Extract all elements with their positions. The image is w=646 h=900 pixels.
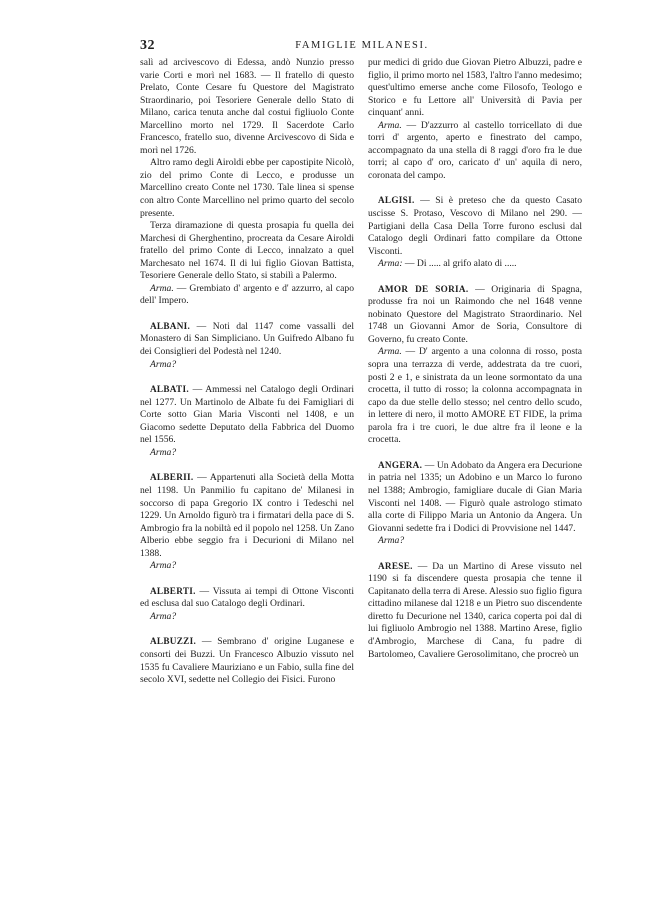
right-column <box>368 57 582 661</box>
family-name: ALBATI. <box>150 384 189 395</box>
paragraph: Altro ramo degli Airoldi ebbe per capostipite Nicolò, zio del primo Conte di Lecco, e produsse un Marcellino creato Conte nel 1730. Tale linea si spense con altro Conte Marcellino nel primo quarto del secolo presente. <box>140 157 354 219</box>
page-header <box>140 38 584 54</box>
family-name: ALBERTI. <box>150 585 196 596</box>
arms-unknown: Arma? <box>150 610 177 622</box>
paragraph: Terza diramazione di questa prosapia fu quella dei Marchesi di Gherghentino, procreata da Cesare Airoldi fratello del primo Conte di Lecco, innalzato a quel Marchesato nel 1674. Il di lui figlio Giovan Battista, Tesoriere Generale dello Stato, si stabilì a Palermo. <box>140 220 354 282</box>
arms-unknown: Arma? <box>150 560 177 572</box>
entry-text: — Da un Martino di Arese vissuto nel 1190 si fa discendere questa prosapia che tenne il Capitanato della terra di Arese. Alessio suo figlio figura cittadino milanese dal 1218 e un Pietro suo discendente diretto fu Decurione nel 1340, carica coperta poi dal di lui figliuolo Ambrogio nel 1388. Martino Arese, figlio d'Ambrogio, Marchese di Cana, fu padre di Bartolomeo, Cavaliere Gerosolimitano, che procreò un <box>368 560 582 660</box>
family-name: ARESE. <box>378 560 413 571</box>
family-name: ALBUZZI. <box>150 636 197 647</box>
family-name: ALBANI. <box>150 320 191 331</box>
left-column <box>140 57 354 687</box>
entry-text: — Vissuta ai tempi di Ottone Visconti ed esclusa dal suo Catalogo degli Ordinari. <box>140 585 354 610</box>
entry-text: — Ammessi nel Catalogo degli Ordinari nel 1277. Un Martinolo de Albate fu dei Famigliari di Corte sotto Gian Maria Visconti nel 1408, e un Giacomo sedette Deputato della Fabbrica del Duomo nel 1556. <box>140 384 354 446</box>
entry-angera <box>368 459 582 548</box>
family-name: AMOR DE SORIA. <box>378 283 469 294</box>
entry-albani <box>140 320 354 371</box>
arms-unknown: Arma? <box>378 535 405 547</box>
arms-unknown: Arma? <box>150 358 177 370</box>
entry-amor-de-soria <box>368 283 582 447</box>
entry-alberii <box>140 471 354 572</box>
entry-algisi <box>368 194 582 270</box>
running-title: FAMIGLIE MILANESI. <box>295 40 429 51</box>
family-name: ANGERA. <box>378 459 423 470</box>
arms-label: Arma: <box>378 258 403 270</box>
arms-label: Arma. <box>378 346 402 358</box>
entry-albati <box>140 383 354 459</box>
arms-label: Arma. <box>378 119 402 131</box>
entry-text: — Appartenuti alla Società della Motta nel 1198. Un Panmilio fu capitano de' Milanesi in soccorso di papa Gregorio IX contro i Tedeschi nel 1229. Un Arnoldo figurò tra i firmatari della pace di S. Ambrogio fra la nobiltà ed il popolo nel 1258. Un Zano Alberio ebbe seggio fra i Decurioni di Milano nel 1388. <box>140 472 354 559</box>
page-number: 32 <box>140 38 155 53</box>
family-name: ALBERII. <box>150 472 194 483</box>
family-name: ALGISI. <box>378 195 415 206</box>
entry-text: — Originaria di Spagna, produsse fra noi un Raimondo che nel 1648 venne nobinato Questore del Magistrato Straordinario. Nel 1748 un Giovanni Amor de Soria, Consultore di Governo, fu creato Conte. <box>368 283 583 345</box>
arms-text: — D' argento a una colonna di rosso, posta sopra una terrazza di verde, addestrata da tre cuori, posti 2 e 1, e sinistrata da un leone sormontato da una crocetta, il tutto di rosso; la colonna accompagnata in capo da due stelle dello stesso; nel centro dello scudo, in lettere di nero, il motto AMORE ET FIDE, la prima parola fra i tre cuori, le due altre fra il leone e la crocetta. <box>368 346 582 446</box>
arms-paragraph <box>368 120 582 183</box>
arms-label: Arma. <box>150 282 174 294</box>
entry-text: — Un Adobato da Angera era Decurione in patria nel 1335; un Adobino e un Marco lo furono nel 1388; Ambrogio, famigliare ducale di Gian Maria Visconti nel 1408. — Figurò quale astrologo stimato alla corte di Filippo Maria un Antonio da Angera. Un Giovanni sedette fra i Dodici di Provvisione nel 1447. <box>368 459 582 534</box>
entry-alberti <box>140 585 354 624</box>
arms-text: — D'azzurro al castello torricellato di due torri d' argento, aperto e finestrato del campo, accompagnato da una stella di 8 raggi d'oro fra le due torri; al capo d' oro, caricato d' un' aquila di nero, coronata del campo. <box>368 119 582 181</box>
entry-text: — Noti dal 1147 come vassalli del Monastero di San Simpliciano. Un Guifredo Albano fu dei Consiglieri del Podestà nel 1240. <box>140 320 354 358</box>
arms-paragraph <box>140 283 354 308</box>
arms-text: — Grembiato d' argento e d' azzurro, al capo dell' Impero. <box>140 282 354 307</box>
arms-text: — Di ..... al grifo alato di ..... <box>402 258 517 270</box>
entry-arese <box>368 560 582 661</box>
entry-albuzzi <box>140 635 354 686</box>
paragraph: salì ad arcivescovo di Edessa, andò Nunzio presso varie Corti e morì nel 1683. — Il fratello di questo Prelato, Conte Cesare fu Questore del Magistrato Straordinario, poi Tesoriere Generale dello Stato di Milano, carica tenuta anche dal costui figliuolo Conte Marcellino morto nel 1729. Il Sacerdote Carlo Francesco, fratello suo, divenne Arcivescovo di Sida e morì nel 1726. <box>140 57 354 156</box>
paragraph: pur medici di grido due Giovan Pietro Albuzzi, padre e figlio, il primo morto nel 1583, l'altro l'anno medesimo; quest'ultimo emerse anche come Filosofo, Teologo e Storico e fu Lettore all' Università di Pavia per cinquant' anni. <box>368 57 582 119</box>
arms-unknown: Arma? <box>150 446 177 458</box>
entry-text: — Si è preteso che da questo Casato uscisse S. Protaso, Vescovo di Milano nel 290. — Partigiani della Casa Della Torre furono esclusi dal Catalogo degli Ordinari fatto compilare da Ottone Visconti. <box>368 195 582 257</box>
entry-text: — Sembrano d' origine Luganese e consorti dei Buzzi. Un Francesco Albuzio vissuto nel 1535 fu Cavaliere Mauriziano e un Fabio, sulla fine del secolo XVI, sedette nel Collegio dei Fisici. Furono <box>140 636 354 686</box>
